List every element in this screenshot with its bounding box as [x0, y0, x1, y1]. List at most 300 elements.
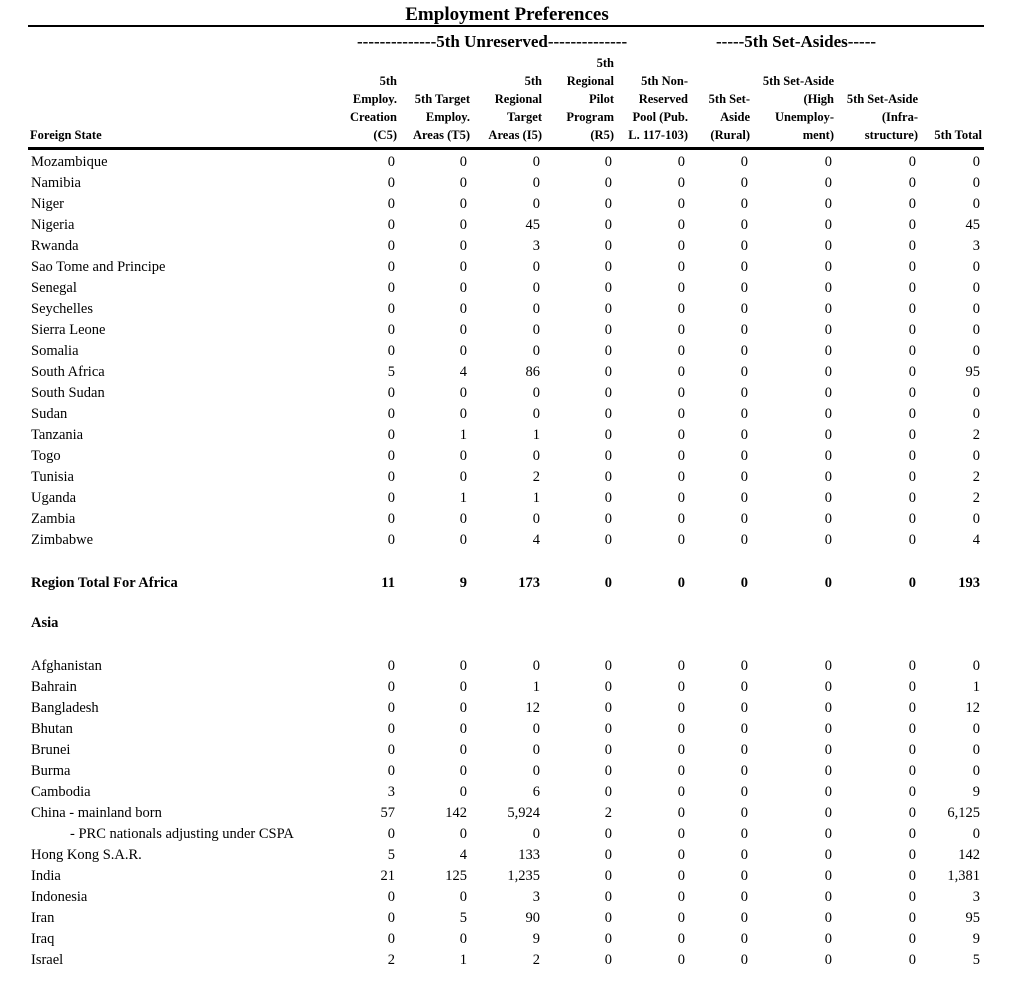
- cell-value: 0: [972, 406, 980, 422]
- cell-value: 0: [740, 889, 748, 905]
- table-row: [0, 656, 1014, 676]
- table-row: [0, 929, 1014, 949]
- cell-value: 0: [972, 721, 980, 737]
- cell-value: 0: [677, 805, 685, 821]
- cell-value: 0: [387, 700, 395, 716]
- cell-value: 0: [824, 343, 832, 359]
- cell-value: 0: [604, 175, 612, 191]
- cell-value: 0: [532, 175, 540, 191]
- foreign-state-name: South Sudan: [31, 385, 105, 401]
- cell-value: 0: [908, 364, 916, 380]
- column-header-0: [30, 56, 210, 144]
- cell-value: 95: [965, 910, 980, 926]
- cell-value: 2: [532, 469, 540, 485]
- cell-value: 2: [972, 490, 980, 506]
- cell-value: 0: [908, 784, 916, 800]
- cell-value: 0: [824, 385, 832, 401]
- column-header-line: 5th Set-Aside: [846, 92, 918, 106]
- cell-value: 0: [604, 343, 612, 359]
- cell-value: 1: [972, 679, 980, 695]
- cell-value: 0: [908, 700, 916, 716]
- cell-value: 0: [387, 763, 395, 779]
- cell-value: 0: [459, 826, 467, 842]
- cell-value: 1: [532, 679, 540, 695]
- cell-value: 0: [740, 343, 748, 359]
- foreign-state-name: Senegal: [31, 280, 77, 296]
- cell-value: 0: [677, 679, 685, 695]
- cell-value: 0: [677, 364, 685, 380]
- cell-value: 9: [972, 931, 980, 947]
- cell-value: 0: [459, 469, 467, 485]
- foreign-state-name: Sierra Leone: [31, 322, 106, 338]
- cell-value: 0: [604, 784, 612, 800]
- column-header-line: Areas (T5): [412, 128, 470, 142]
- table-row: [0, 887, 1014, 907]
- table-row: [0, 152, 1014, 172]
- cell-value: 0: [740, 196, 748, 212]
- cell-value: 0: [459, 280, 467, 296]
- cell-value: 0: [677, 910, 685, 926]
- cell-value: 0: [532, 301, 540, 317]
- foreign-state-name: Mozambique: [31, 154, 108, 170]
- group-unreserved: --------------5th Unreserved--------------: [357, 32, 628, 51]
- cell-value: 0: [604, 259, 612, 275]
- cell-value: 0: [387, 826, 395, 842]
- cell-value: 0: [604, 868, 612, 884]
- cell-value: 0: [908, 280, 916, 296]
- foreign-state-name: Bahrain: [31, 679, 77, 695]
- cell-value: 0: [459, 511, 467, 527]
- cell-value: 0: [972, 343, 980, 359]
- cell-value: 1: [532, 427, 540, 443]
- foreign-state-name: Somalia: [31, 343, 79, 359]
- cell-value: 0: [387, 406, 395, 422]
- cell-value: 5,924: [507, 805, 540, 821]
- foreign-state-name: Sao Tome and Principe: [31, 259, 166, 275]
- table-row: [0, 362, 1014, 382]
- cell-value: 0: [604, 889, 612, 905]
- foreign-state-name: Zambia: [31, 511, 76, 527]
- cell-value: 0: [387, 154, 395, 170]
- cell-value: 0: [387, 910, 395, 926]
- cell-value: 0: [908, 322, 916, 338]
- cell-value: 11: [381, 575, 395, 591]
- foreign-state-name: Tunisia: [31, 469, 74, 485]
- cell-value: 0: [387, 259, 395, 275]
- cell-value: 0: [387, 742, 395, 758]
- column-header-line: Unemploy-: [774, 110, 834, 124]
- cell-value: 0: [740, 742, 748, 758]
- foreign-state-name: Iraq: [31, 931, 55, 947]
- table-row: [0, 719, 1014, 739]
- cell-value: 2: [972, 469, 980, 485]
- cell-value: 57: [380, 805, 395, 821]
- column-header-line: 5th: [596, 56, 614, 70]
- cell-value: 0: [604, 280, 612, 296]
- cell-value: 0: [824, 532, 832, 548]
- cell-value: 0: [824, 469, 832, 485]
- cell-value: 0: [740, 280, 748, 296]
- foreign-state-name: Cambodia: [31, 784, 91, 800]
- cell-value: 0: [387, 385, 395, 401]
- cell-value: 0: [824, 763, 832, 779]
- cell-value: 0: [824, 490, 832, 506]
- cell-value: 0: [532, 511, 540, 527]
- cell-value: 0: [532, 343, 540, 359]
- cell-value: 1: [459, 952, 467, 968]
- column-header-line: structure): [864, 128, 918, 142]
- cell-value: 0: [387, 469, 395, 485]
- column-header-line: Aside: [720, 110, 750, 124]
- cell-value: 0: [532, 154, 540, 170]
- cell-value: 0: [677, 406, 685, 422]
- cell-value: 0: [604, 658, 612, 674]
- cell-value: 0: [532, 196, 540, 212]
- column-header-line: Pilot: [589, 92, 614, 106]
- cell-value: 0: [972, 511, 980, 527]
- foreign-state-name: Bangladesh: [31, 700, 99, 716]
- cell-value: 0: [387, 532, 395, 548]
- column-header-line: L. 117-103): [628, 128, 688, 142]
- cell-value: 0: [604, 490, 612, 506]
- cell-value: 0: [387, 238, 395, 254]
- column-header-line: Reserved: [638, 92, 688, 106]
- cell-value: 3: [532, 238, 540, 254]
- cell-value: 0: [740, 364, 748, 380]
- foreign-state-name: Niger: [31, 196, 65, 212]
- cell-value: 0: [677, 154, 685, 170]
- cell-value: 0: [824, 575, 832, 591]
- cell-value: 0: [604, 196, 612, 212]
- cell-value: 0: [740, 385, 748, 401]
- cell-value: 0: [824, 952, 832, 968]
- column-header-line: Creation: [350, 110, 397, 124]
- cell-value: 0: [908, 742, 916, 758]
- cell-value: 0: [740, 175, 748, 191]
- cell-value: 0: [740, 931, 748, 947]
- cell-value: 4: [532, 532, 540, 548]
- cell-value: 0: [972, 385, 980, 401]
- column-header-6: [690, 56, 750, 144]
- cell-value: 0: [604, 952, 612, 968]
- cell-value: 0: [972, 658, 980, 674]
- cell-value: 0: [677, 511, 685, 527]
- region-total-row: [0, 573, 1014, 593]
- table-row: [0, 425, 1014, 445]
- column-header-line: 5th Target: [414, 92, 470, 106]
- column-header-line: (High: [803, 92, 834, 106]
- cell-value: 0: [908, 154, 916, 170]
- cell-value: 0: [459, 532, 467, 548]
- table-row: [0, 173, 1014, 193]
- table-row: [0, 530, 1014, 550]
- cell-value: 0: [387, 322, 395, 338]
- column-header-line: Regional: [494, 92, 542, 106]
- cell-value: 0: [677, 427, 685, 443]
- cell-value: 0: [824, 742, 832, 758]
- cell-value: 0: [604, 931, 612, 947]
- cell-value: 0: [604, 322, 612, 338]
- cell-value: 0: [972, 280, 980, 296]
- cell-value: 0: [740, 658, 748, 674]
- cell-value: 0: [908, 406, 916, 422]
- cell-value: 0: [387, 448, 395, 464]
- foreign-state-name: Nigeria: [31, 217, 75, 233]
- cell-value: 1,381: [947, 868, 980, 884]
- cell-value: 0: [824, 322, 832, 338]
- cell-value: 0: [532, 406, 540, 422]
- cell-value: 0: [824, 448, 832, 464]
- foreign-state-name: - PRC nationals adjusting under CSPA: [70, 826, 294, 842]
- cell-value: 0: [908, 826, 916, 842]
- cell-value: 0: [908, 385, 916, 401]
- cell-value: 0: [459, 175, 467, 191]
- table-row: [0, 740, 1014, 760]
- cell-value: 0: [604, 763, 612, 779]
- cell-value: 0: [824, 301, 832, 317]
- cell-value: 1: [459, 427, 467, 443]
- cell-value: 0: [677, 658, 685, 674]
- cell-value: 0: [604, 154, 612, 170]
- foreign-state-name: Togo: [31, 448, 61, 464]
- cell-value: 1: [459, 490, 467, 506]
- cell-value: 0: [532, 259, 540, 275]
- cell-value: 0: [532, 658, 540, 674]
- cell-value: 0: [824, 826, 832, 842]
- column-header-line: Regional: [566, 74, 614, 88]
- cell-value: 0: [824, 784, 832, 800]
- foreign-state-name: Namibia: [31, 175, 81, 191]
- foreign-state-name: Afghanistan: [31, 658, 102, 674]
- cell-value: 0: [604, 238, 612, 254]
- cell-value: 0: [387, 490, 395, 506]
- table-row: [0, 299, 1014, 319]
- cell-value: 0: [677, 280, 685, 296]
- column-header-line: ment): [802, 128, 834, 142]
- cell-value: 0: [604, 427, 612, 443]
- column-header-4: [548, 56, 614, 144]
- cell-value: 0: [604, 364, 612, 380]
- column-header-5: [614, 56, 688, 144]
- cell-value: 0: [604, 385, 612, 401]
- cell-value: 0: [459, 763, 467, 779]
- cell-value: 0: [908, 343, 916, 359]
- column-header-line: Employ.: [352, 92, 397, 106]
- cell-value: 0: [604, 217, 612, 233]
- cell-value: 2: [972, 427, 980, 443]
- cell-value: 12: [965, 700, 980, 716]
- cell-value: 0: [908, 805, 916, 821]
- cell-value: 0: [740, 868, 748, 884]
- table-row: [0, 761, 1014, 781]
- cell-value: 173: [518, 575, 540, 591]
- table-row: [0, 257, 1014, 277]
- column-header-7: [754, 56, 834, 144]
- foreign-state-name: South Africa: [31, 364, 105, 380]
- cell-value: 0: [387, 658, 395, 674]
- cell-value: 0: [459, 196, 467, 212]
- cell-value: 0: [532, 322, 540, 338]
- header-rule: [28, 147, 984, 150]
- table-row: [0, 866, 1014, 886]
- cell-value: 0: [677, 931, 685, 947]
- foreign-state-name: India: [31, 868, 61, 884]
- foreign-state-name: Rwanda: [31, 238, 79, 254]
- cell-value: 0: [740, 427, 748, 443]
- table-row: [0, 908, 1014, 928]
- cell-value: 0: [459, 217, 467, 233]
- table-row: [0, 488, 1014, 508]
- table-row: [0, 341, 1014, 361]
- cell-value: 0: [459, 385, 467, 401]
- cell-value: 0: [824, 406, 832, 422]
- cell-value: 0: [972, 448, 980, 464]
- foreign-state-name: Bhutan: [31, 721, 73, 737]
- cell-value: 0: [824, 910, 832, 926]
- cell-value: 0: [387, 343, 395, 359]
- cell-value: 0: [908, 931, 916, 947]
- cell-value: 0: [824, 280, 832, 296]
- cell-value: 0: [532, 385, 540, 401]
- cell-value: 0: [604, 301, 612, 317]
- foreign-state-name: Sudan: [31, 406, 68, 422]
- cell-value: 193: [958, 575, 980, 591]
- cell-value: 0: [972, 826, 980, 842]
- cell-value: 90: [525, 910, 540, 926]
- table-row: [0, 278, 1014, 298]
- cell-value: 9: [532, 931, 540, 947]
- cell-value: 0: [740, 532, 748, 548]
- cell-value: 0: [908, 679, 916, 695]
- column-header-line: 5th Total: [934, 128, 982, 142]
- cell-value: 0: [604, 575, 612, 591]
- table-row: [0, 194, 1014, 214]
- cell-value: 0: [908, 575, 916, 591]
- cell-value: 0: [532, 763, 540, 779]
- foreign-state-name: Tanzania: [31, 427, 84, 443]
- foreign-state-name: Burma: [31, 763, 71, 779]
- table-row: [0, 698, 1014, 718]
- foreign-state-name: Hong Kong S.A.R.: [31, 847, 142, 863]
- cell-value: 5: [459, 910, 467, 926]
- cell-value: 9: [459, 575, 467, 591]
- foreign-state-name: Indonesia: [31, 889, 88, 905]
- cell-value: 0: [908, 910, 916, 926]
- column-header-line: (Rural): [710, 128, 750, 142]
- cell-value: 0: [677, 448, 685, 464]
- foreign-state-name: China - mainland born: [31, 805, 162, 821]
- cell-value: 0: [387, 301, 395, 317]
- cell-value: 0: [824, 364, 832, 380]
- cell-value: 0: [387, 721, 395, 737]
- cell-value: 0: [740, 721, 748, 737]
- cell-value: 1: [532, 490, 540, 506]
- cell-value: 0: [740, 217, 748, 233]
- cell-value: 0: [677, 721, 685, 737]
- cell-value: 0: [908, 259, 916, 275]
- cell-value: 0: [740, 322, 748, 338]
- cell-value: 0: [459, 742, 467, 758]
- cell-value: 86: [525, 364, 540, 380]
- cell-value: 0: [740, 763, 748, 779]
- cell-value: 0: [740, 154, 748, 170]
- cell-value: 0: [824, 658, 832, 674]
- cell-value: 0: [972, 322, 980, 338]
- cell-value: 0: [824, 721, 832, 737]
- cell-value: 0: [677, 301, 685, 317]
- cell-value: 0: [740, 259, 748, 275]
- cell-value: 0: [459, 154, 467, 170]
- cell-value: 21: [380, 868, 395, 884]
- cell-value: 0: [387, 427, 395, 443]
- cell-value: 3: [532, 889, 540, 905]
- cell-value: 0: [604, 532, 612, 548]
- cell-value: 0: [824, 238, 832, 254]
- cell-value: 0: [740, 910, 748, 926]
- column-header-line: (R5): [590, 128, 614, 142]
- cell-value: 0: [908, 175, 916, 191]
- cell-value: 0: [459, 343, 467, 359]
- cell-value: 0: [908, 196, 916, 212]
- cell-value: 0: [532, 721, 540, 737]
- cell-value: 0: [677, 826, 685, 842]
- foreign-state-name: Zimbabwe: [31, 532, 94, 548]
- cell-value: 4: [459, 364, 467, 380]
- foreign-state-name: Uganda: [31, 490, 77, 506]
- cell-value: 0: [824, 679, 832, 695]
- column-header-line: 5th Set-Aside: [762, 74, 834, 88]
- cell-value: 0: [604, 679, 612, 695]
- cell-value: 0: [677, 700, 685, 716]
- cell-value: 0: [740, 700, 748, 716]
- column-header-line: (C5): [373, 128, 397, 142]
- cell-value: 0: [740, 511, 748, 527]
- cell-value: 0: [459, 406, 467, 422]
- cell-value: 0: [459, 931, 467, 947]
- table-row: [0, 803, 1014, 823]
- cell-value: 0: [677, 175, 685, 191]
- cell-value: 0: [604, 910, 612, 926]
- cell-value: 0: [677, 259, 685, 275]
- cell-value: 0: [604, 847, 612, 863]
- column-header-line: 5th Set-: [708, 92, 750, 106]
- cell-value: 0: [908, 763, 916, 779]
- cell-value: 0: [604, 742, 612, 758]
- cell-value: 0: [677, 742, 685, 758]
- cell-value: 0: [604, 721, 612, 737]
- cell-value: 0: [604, 448, 612, 464]
- table-row: [0, 383, 1014, 403]
- cell-value: 0: [908, 532, 916, 548]
- cell-value: 95: [965, 364, 980, 380]
- cell-value: 0: [532, 280, 540, 296]
- cell-value: 0: [824, 868, 832, 884]
- cell-value: 0: [740, 805, 748, 821]
- cell-value: 2: [532, 952, 540, 968]
- cell-value: 4: [972, 532, 980, 548]
- cell-value: 45: [525, 217, 540, 233]
- cell-value: 0: [677, 469, 685, 485]
- column-header-line: Program: [566, 110, 614, 124]
- cell-value: 0: [677, 784, 685, 800]
- foreign-state-name: Israel: [31, 952, 64, 968]
- column-header-line: Employ.: [425, 110, 470, 124]
- table-row: [0, 467, 1014, 487]
- cell-value: 0: [740, 679, 748, 695]
- cell-value: 3: [972, 238, 980, 254]
- table-row: [0, 404, 1014, 424]
- cell-value: 0: [459, 784, 467, 800]
